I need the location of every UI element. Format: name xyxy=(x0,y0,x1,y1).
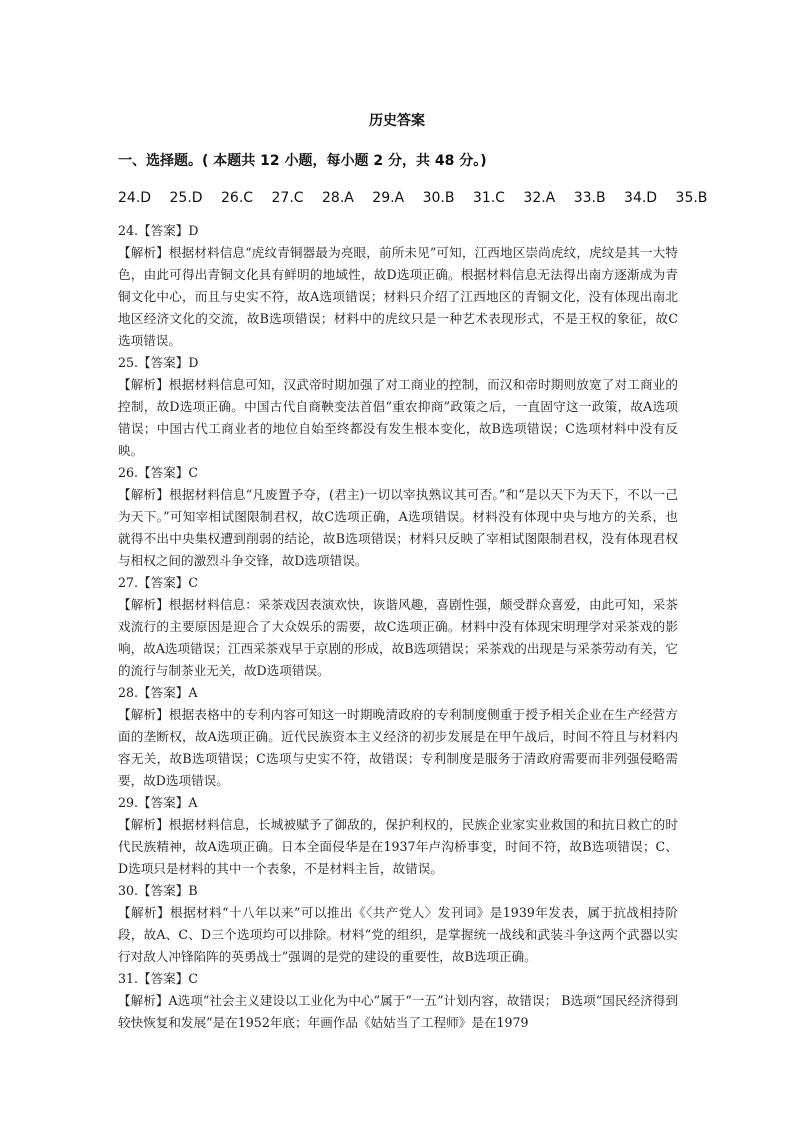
section-heading: 一、选择题。( 本题共 12 小题，每小题 2 分，共 48 分。) xyxy=(118,153,487,169)
answer-key: 28.A xyxy=(322,190,354,206)
analysis-paragraph: 【解析】根据材料信息“虎纹青铜器最为亮眼，前所未见”可知，江西地区崇尚虎纹，虎纹是其一大特色，由此可得出青铜文化具有鲜明的地域性，故D选项正确。根据材料信息无法得出南方逐渐成为青铜文化中心，而且与史实不符，故A选项错误；材料只介绍了江西地区的青铜文化，没有体现出南北地区经济文化的交流，故B选项错误；材料中的虎纹只是一种艺术表现形式，不是王权的象征，故C选项错误。 xyxy=(118,245,678,348)
explanations xyxy=(118,220,678,1034)
answer-line: 31.【答案】C xyxy=(118,971,199,986)
answer-line: 29.【答案】A xyxy=(118,795,198,810)
page-title: 历史答案 xyxy=(369,113,425,129)
answer-key: 26.C xyxy=(221,190,254,206)
analysis-paragraph: 【解析】根据材料“十八年以来”可以推出《〈共产党人〉发刊词》是1939年发表，属于抗战相持阶段，故A、C、D三个选项均可以排除。材料“党的组织，是掌握统一战线和武装斗争这两个武器以实行对敌人冲锋陷阵的英勇战士”强调的是党的建设的重要性，故B选项正确。 xyxy=(118,905,678,964)
answer-key: 31.C xyxy=(472,190,505,206)
analysis-paragraph: 【解析】根据材料信息“凡废置予夺，(君主)一切以宰执熟议其可否。”和“是以天下为天下，不以一己为天下。”可知宰相试图限制君权，故C选项正确，A选项错误。材料没有体现中央与地方的关系，也就得不出中央集权遭到削弱的结论，故B选项错误；材料只反映了宰相试图限制君权，没有体现君权与相权之间的激烈斗争交锋，故D选项错误。 xyxy=(118,487,678,568)
answer-key-row xyxy=(118,190,721,206)
analysis-paragraph: 【解析】根据材料信息可知，汉武帝时期加强了对工商业的控制，而汉和帝时期则放宽了对工商业的控制，故D选项正确。中国古代自商鞅变法首倡“重农抑商”政策之后，一直固守这一政策，故A选项错误；中国古代工商业者的地位自始至终都没有发生根本变化，故B选项错误；C选项材料中没有反映。 xyxy=(118,377,678,458)
answer-key: 25.D xyxy=(169,190,203,206)
answer-key: 29.A xyxy=(372,190,405,206)
answer-line: 25.【答案】D xyxy=(118,355,199,370)
answer-line: 26.【答案】C xyxy=(118,465,199,480)
answer-line: 28.【答案】A xyxy=(118,685,198,700)
answer-key: 33.B xyxy=(573,190,606,206)
answer-key: 34.D xyxy=(624,190,658,206)
answer-key: 24.D xyxy=(118,190,152,206)
analysis-paragraph: 【解析】根据材料信息，长城被赋予了御敌的，保护利权的，民族企业家实业救国的和抗日救亡的时代民族精神，故A选项正确。日本全面侵华是在1937年卢沟桥事变，时间不符，故B选项错误；C、D选项只是材料的其中一个表象，不是材料主旨，故错误。 xyxy=(118,817,678,876)
answer-line: 27.【答案】C xyxy=(118,575,199,590)
analysis-paragraph: 【解析】根据材料信息：采茶戏因表演欢快，诙谐风趣，喜剧性强，颇受群众喜爱，由此可知，采茶戏流行的主要原因是迎合了大众娱乐的需要，故C选项正确。材料中没有体现宋明理学对采茶戏的影响，故A选项错误；江西采茶戏早于京剧的形成，故B选项错误；采茶戏的出现是与采茶劳动有关，它的流行与制茶业无关，故D选项错误。 xyxy=(118,597,678,678)
analysis-paragraph: 【解析】根据表格中的专利内容可知这一时期晚清政府的专利制度侧重于授予相关企业在生产经营方面的垄断权，故A选项正确。近代民族资本主义经济的初步发展是在甲午战后，时间不符且与材料内容无关，故B选项错误；C选项与史实不符，故错误；专利制度是服务于清政府需要而非列强侵略需要，故D选项错误。 xyxy=(118,707,678,788)
answer-key: 30.B xyxy=(422,190,455,206)
answer-line: 24.【答案】D xyxy=(118,223,199,238)
answer-key: 27.C xyxy=(271,190,304,206)
answer-key: 35.B xyxy=(675,190,708,206)
analysis-paragraph: 【解析】A选项“社会主义建设以工业化为中心”属于“一五”计划内容，故错误； B选项“国民经济得到较快恢复和发展”是在1952年底；年画作品《姑姑当了工程师》是在1979 xyxy=(118,993,678,1030)
answer-line: 30.【答案】B xyxy=(118,883,198,898)
answer-key: 32.A xyxy=(523,190,556,206)
